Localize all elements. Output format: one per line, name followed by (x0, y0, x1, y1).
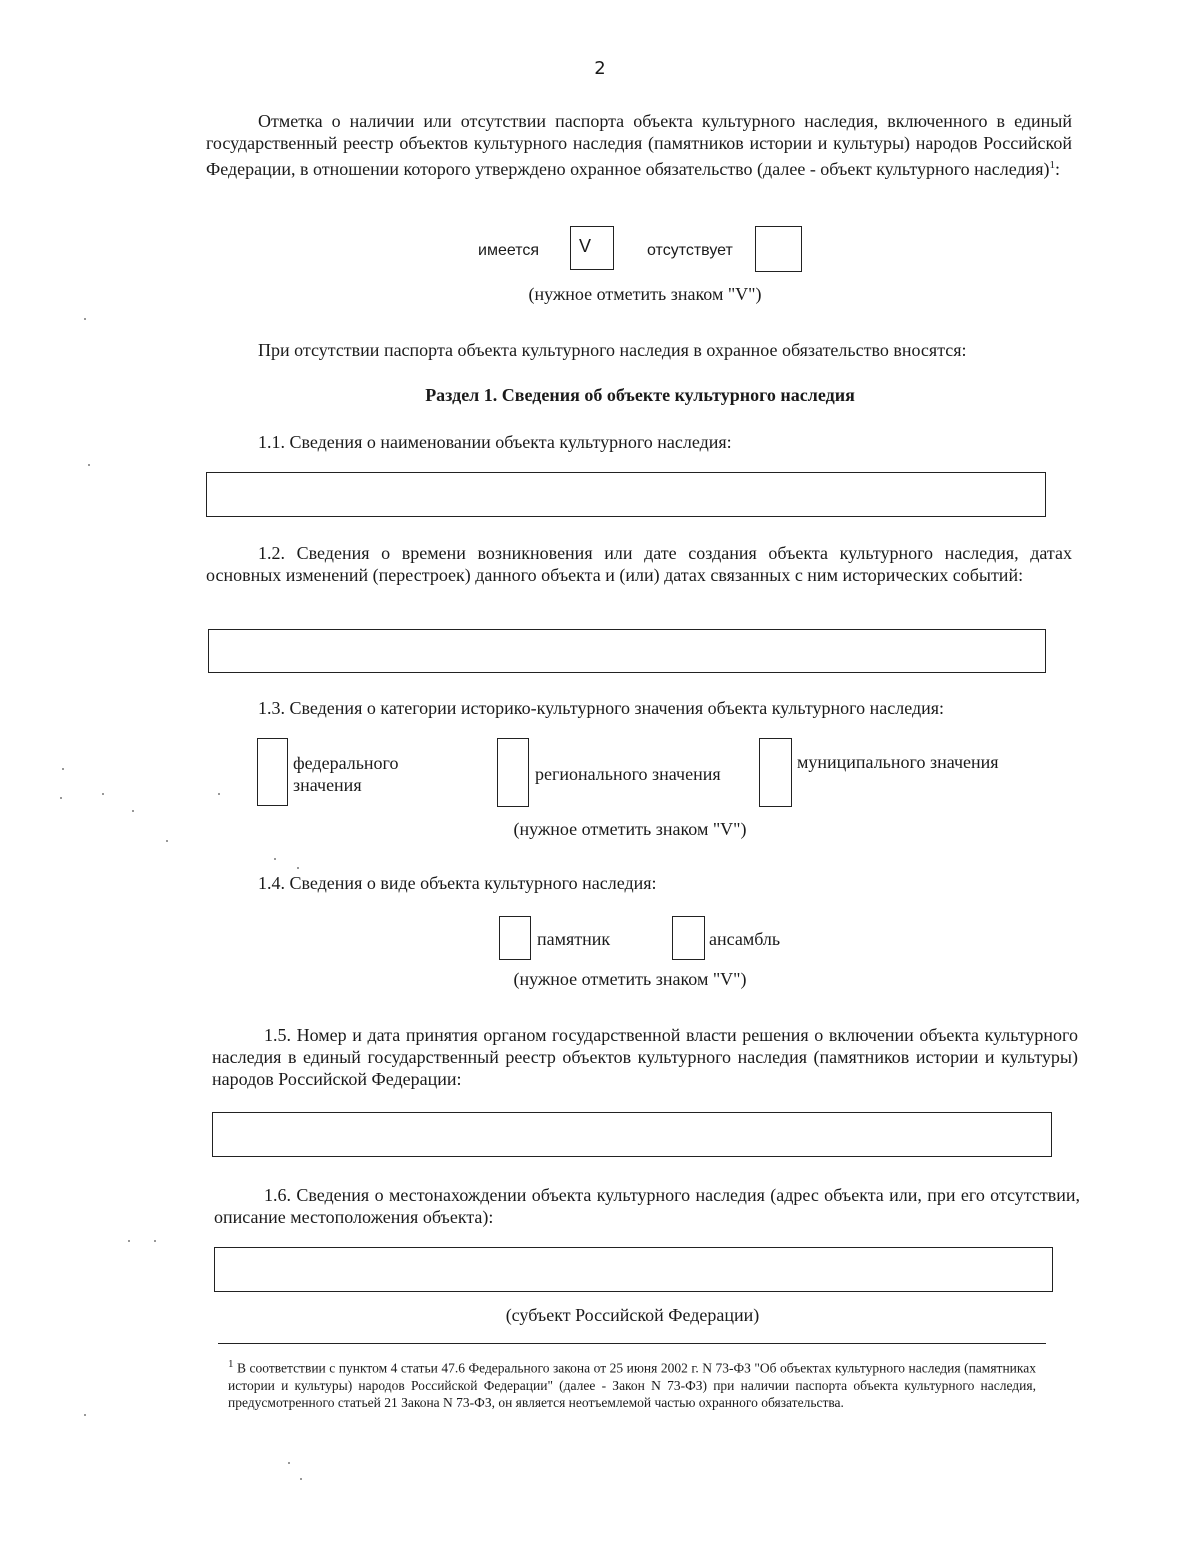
scan-speck (84, 318, 86, 320)
scan-speck (297, 867, 299, 869)
scan-speck (154, 1240, 156, 1242)
category-municipal-checkbox[interactable] (759, 738, 792, 807)
scan-speck (128, 1240, 130, 1242)
category-federal-checkbox[interactable] (257, 738, 288, 806)
scan-speck (166, 840, 168, 842)
scan-speck (102, 793, 104, 795)
scan-speck (300, 1478, 302, 1480)
location-field[interactable] (214, 1247, 1053, 1292)
scan-speck (60, 797, 62, 799)
kind-hint: (нужное отметить знаком "V") (513, 969, 747, 989)
footnote-mark: 1 (228, 1358, 234, 1370)
item-1-2-label: 1.2. Сведения о времени возникновения или дате создания объекта культурного наследия, датах основных изменений (перестроек) данного объекта и (или) датах связанных с ним исторических событий: (206, 543, 1072, 585)
option-absent-checkbox[interactable] (755, 226, 802, 272)
passport-colon: : (1055, 159, 1061, 179)
footnote-text: В соответствии с пунктом 4 статьи 47.6 Федерального закона от 25 июня 2002 г. N 73-ФЗ "Об объектах культурного наследия (памятниках истории и культуры) народов Российской Федерации" (далее - Закон N 73-ФЗ) при наличии паспорта объекта культурного наследия, предусмотренного статьей 21 Закона N 73-ФЗ, он является неотъемлемой частью охранного обязательства. (228, 1360, 1036, 1410)
passport-text: Отметка о наличии или отсутствии паспорта объекта культурного наследия, включенного в единый государственный реестр объектов культурного наследия (памятников истории и культуры) народов Российской Федерации, в отношении которого утверждено охранное обязательство (далее - объект культурного наследия) (206, 111, 1072, 179)
category-hint: (нужное отметить знаком "V") (513, 819, 747, 839)
absence-note: При отсутствии паспорта объекта культурного наследия в охранное обязательство вносятся: (258, 340, 967, 360)
category-municipal-label: муниципального значения (797, 752, 999, 772)
scan-speck (88, 464, 90, 466)
category-regional-label: регионального значения (535, 764, 721, 784)
scan-speck (84, 1414, 86, 1416)
scan-speck (132, 810, 134, 812)
option-absent-label: отсутствует (647, 242, 733, 259)
scan-speck (288, 1462, 290, 1464)
option-has-label: имеется (478, 242, 540, 259)
passport-paragraph (206, 110, 1072, 180)
section-heading: Раздел 1. Сведения об объекте культурного наследия (425, 385, 855, 405)
category-regional-checkbox[interactable] (497, 738, 529, 807)
scan-speck (274, 858, 276, 860)
kind-monument-checkbox[interactable] (499, 916, 531, 960)
footnote-reference: 1 (1049, 159, 1056, 171)
dates-field[interactable] (208, 629, 1046, 673)
passport-hint: (нужное отметить знаком "V") (528, 284, 762, 304)
category-federal-label-line1: федерального (293, 753, 399, 773)
kind-ensemble-checkbox[interactable] (672, 916, 705, 960)
category-federal-label-line2: значения (293, 775, 362, 795)
kind-monument-label: памятник (537, 929, 611, 949)
option-has-checkbox[interactable]: V (570, 226, 614, 270)
item-1-1-label: 1.1. Сведения о наименовании объекта культурного наследия: (258, 432, 732, 452)
footnote-separator (218, 1343, 1046, 1344)
item-1-5-label: 1.5. Номер и дата принятия органом государственной власти решения о включении объекта культурного наследия в единый государственный реестр объектов культурного наследия (памятников истории и культуры) народов Российской Федерации: (212, 1025, 1078, 1089)
name-field[interactable] (206, 472, 1046, 517)
footnote (228, 1356, 1036, 1411)
scan-speck (218, 793, 220, 795)
page-number: 2 (594, 58, 606, 79)
scan-speck (62, 768, 64, 770)
subject-caption: (субъект Российской Федерации) (505, 1305, 760, 1325)
item-1-3-label: 1.3. Сведения о категории историко-культурного значения объекта культурного наследия: (258, 698, 945, 718)
registry-decision-field[interactable] (212, 1112, 1052, 1157)
kind-ensemble-label: ансамбль (709, 929, 781, 949)
item-1-6-label: 1.6. Сведения о местонахождении объекта культурного наследия (адрес объекта или, при его отсутствии, описание местоположения объекта): (214, 1185, 1080, 1227)
item-1-4-label: 1.4. Сведения о виде объекта культурного наследия: (258, 873, 657, 893)
